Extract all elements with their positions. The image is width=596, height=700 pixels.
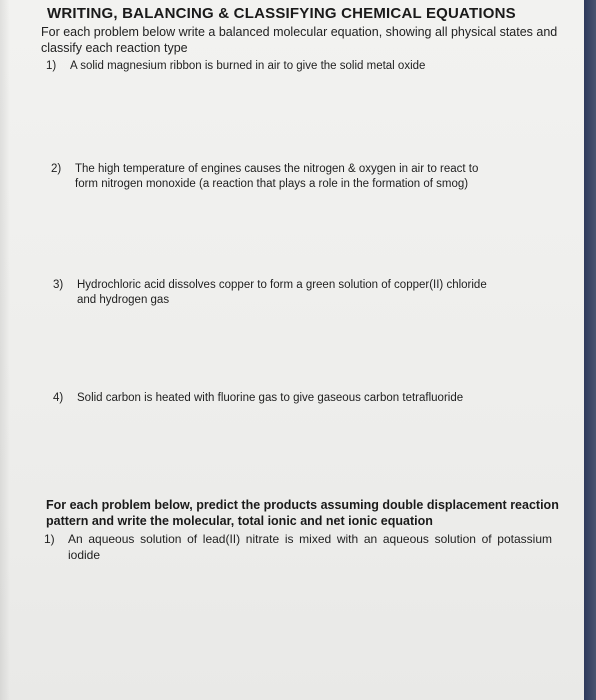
question-5 [44, 531, 552, 563]
question-text: An aqueous solution of lead(II) nitrate is mixed with an aqueous solution of potassium iodide [68, 532, 552, 562]
question-4 [53, 391, 463, 406]
section1-instructions: For each problem below write a balanced molecular equation, showing all physical states and classify each reaction type [41, 25, 558, 55]
question-number: 1) [44, 532, 55, 546]
question-3 [53, 278, 487, 308]
question-text: Hydrochloric acid dissolves copper to form a green solution of copper(II) chloride [77, 279, 487, 291]
question-2 [51, 162, 478, 192]
question-text-continued: and hydrogen gas [77, 294, 170, 306]
question-number: 1) [46, 60, 57, 72]
question-number: 2) [51, 163, 62, 175]
question-number: 4) [53, 392, 64, 404]
worksheet-title: WRITING, BALANCING & CLASSIFYING CHEMICAL EQUATIONS [47, 5, 516, 22]
page-shadow [0, 0, 10, 700]
section2-instructions: For each problem below, predict the products assuming double displacement reaction pattern and write the molecular, total ionic and net ionic equation [46, 498, 559, 528]
question-text: The high temperature of engines causes the nitrogen & oxygen in air to react to [75, 163, 479, 175]
background-edge [584, 0, 596, 700]
question-number: 3) [53, 279, 64, 291]
question-text: A solid magnesium ribbon is burned in air to give the solid metal oxide [70, 60, 426, 72]
question-1 [46, 59, 425, 74]
question-text: Solid carbon is heated with fluorine gas to give gaseous carbon tetrafluoride [77, 392, 464, 404]
question-text-continued: form nitrogen monoxide (a reaction that plays a role in the formation of smog) [75, 178, 469, 190]
